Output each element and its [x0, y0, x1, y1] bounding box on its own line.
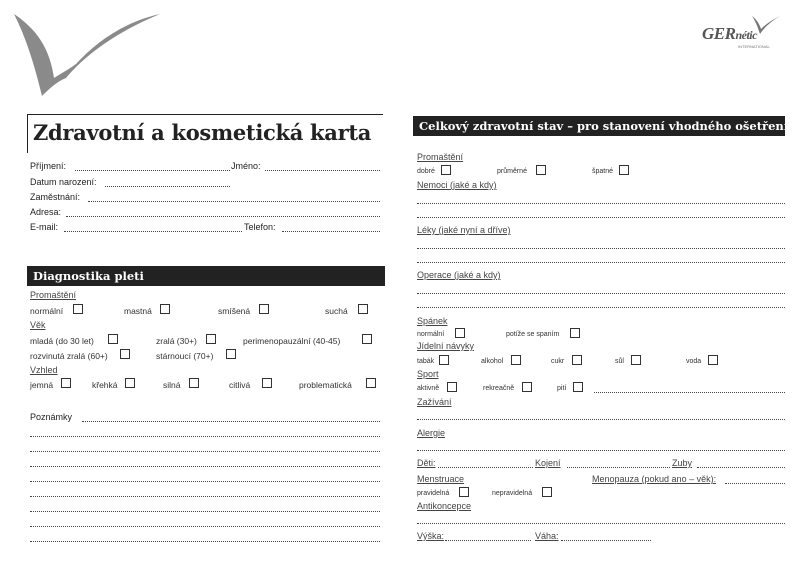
checkbox-pravidelna[interactable] [459, 487, 469, 497]
option-label: rekreačně [483, 385, 515, 392]
zazivani-label: Zažívání [417, 397, 452, 407]
leky-line[interactable] [417, 248, 785, 249]
diagnostika-header: Diagnostika pleti [27, 266, 385, 286]
checkbox-rozvinuta-zrala[interactable] [120, 349, 130, 359]
checkbox-cukr[interactable] [572, 355, 582, 365]
vaha-field[interactable] [561, 540, 651, 541]
poznamky-line[interactable] [30, 526, 380, 527]
checkbox-zrala[interactable] [206, 334, 216, 344]
jmeno-field[interactable] [265, 170, 380, 171]
sport-line[interactable] [594, 392, 785, 393]
option-label: perimenopauzální (40-45) [243, 336, 341, 346]
nemoci-line[interactable] [417, 203, 785, 204]
checkbox-nepravidelna[interactable] [542, 487, 552, 497]
option-label: jemná [30, 380, 54, 390]
poznamky-line[interactable] [30, 436, 380, 437]
checkbox-mastna[interactable] [160, 304, 170, 314]
option-label: cukr [551, 358, 565, 365]
field-label-datum: Datum narození: [30, 177, 97, 187]
checkbox-jemna[interactable] [61, 378, 71, 388]
option-label: alkohol [481, 358, 504, 365]
option-label: stárnoucí (70+) [156, 351, 214, 361]
logo-tagline: INTERNATIONAL [738, 44, 770, 49]
seagull-logo-icon [12, 8, 162, 103]
menopauza-label: Menopauza (pokud ano – věk): [592, 474, 717, 484]
field-label-prijmeni: Příjmení: [30, 161, 67, 171]
checkbox-sul[interactable] [631, 355, 641, 365]
menstruace-label: Menstruace [417, 474, 465, 484]
field-label-telefon: Telefon: [244, 222, 276, 232]
option-label: tabák [417, 358, 435, 365]
poznamky-line[interactable] [30, 451, 380, 452]
zdravotni-header: Celkový zdravotní stav – pro stanovení vhodného ošetření [413, 116, 785, 136]
prijmeni-field[interactable] [75, 170, 230, 171]
antikoncepce-label: Antikoncepce [417, 501, 472, 511]
checkbox-piti[interactable] [573, 382, 583, 392]
alergie-line[interactable] [417, 450, 785, 451]
zamestnani-field[interactable] [88, 201, 380, 202]
checkbox-spanek-normalni[interactable] [455, 328, 465, 338]
nemoci-label: Nemoci (jaké a kdy) [417, 180, 497, 190]
checkbox-alkohol[interactable] [511, 355, 521, 365]
checkbox-spatne[interactable] [619, 165, 629, 175]
checkbox-voda[interactable] [708, 355, 718, 365]
spanek-label: Spánek [417, 316, 448, 326]
poznamky-line[interactable] [30, 511, 380, 512]
option-label: špatné [592, 168, 614, 175]
checkbox-starnouci[interactable] [226, 349, 236, 359]
poznamky-label: Poznámky [30, 412, 73, 422]
field-label-zamestnani: Zaměstnání: [30, 192, 81, 202]
vzhled-label: Vzhled [30, 365, 58, 375]
option-label: pití [557, 385, 567, 392]
datum-field[interactable] [105, 186, 230, 187]
vaha-label: Váha: [535, 531, 559, 541]
zazivani-line[interactable] [417, 419, 785, 420]
menopauza-field[interactable] [725, 483, 785, 484]
nemoci-line[interactable] [417, 217, 785, 218]
option-label: aktivně [417, 385, 440, 392]
option-label: mastná [124, 306, 152, 316]
promasteni-right-label: Promaštění [417, 152, 464, 162]
checkbox-smisena[interactable] [259, 304, 269, 314]
option-label: potíže se spaním [506, 331, 560, 338]
email-field[interactable] [64, 231, 242, 232]
poznamky-line[interactable] [30, 541, 380, 542]
promasteni-label: Promaštění [30, 290, 77, 300]
option-label: pravidelná [417, 490, 450, 497]
checkbox-normalni[interactable] [73, 304, 83, 314]
adresa-field[interactable] [66, 216, 380, 217]
checkbox-potize[interactable] [570, 328, 580, 338]
checkbox-citliva[interactable] [262, 378, 272, 388]
alergie-label: Alergie [417, 428, 446, 438]
logo-brand: GER [702, 24, 736, 43]
poznamky-line[interactable] [30, 466, 380, 467]
antikoncepce-line[interactable] [417, 523, 785, 524]
option-label: normální [417, 331, 445, 338]
checkbox-prumerne[interactable] [536, 165, 546, 175]
checkbox-problematicka[interactable] [366, 378, 376, 388]
field-label-adresa: Adresa: [30, 207, 62, 217]
option-label: křehká [92, 380, 118, 390]
field-label-jmeno: Jméno: [231, 161, 261, 171]
vyska-label: Výška: [417, 531, 445, 541]
gernetic-logo [702, 14, 782, 54]
option-label: sůl [615, 358, 624, 365]
deti-field[interactable] [438, 467, 533, 468]
kojeni-label: Kojení [535, 458, 561, 468]
operace-label: Operace (jaké a kdy) [417, 270, 501, 280]
option-label: problematická [299, 380, 352, 390]
option-label: citlivá [229, 380, 251, 390]
leky-line[interactable] [417, 262, 785, 263]
poznamky-line[interactable] [30, 481, 380, 482]
telefon-field[interactable] [282, 231, 380, 232]
operace-line[interactable] [417, 293, 785, 294]
logo-brand-small: nétic [735, 28, 757, 42]
page-title: Zdravotní a kosmetická karta [33, 120, 372, 145]
checkbox-dobre[interactable] [441, 165, 451, 175]
option-label: suchá [325, 306, 348, 316]
checkbox-aktivne[interactable] [447, 382, 457, 392]
option-label: mladá (do 30 let) [30, 336, 94, 346]
option-label: normální [30, 306, 64, 316]
option-label: rozvinutá zralá (60+) [30, 351, 108, 361]
leky-label: Léky (jaké nyní a dříve) [417, 225, 511, 235]
option-label: smíšená [218, 306, 251, 316]
option-label: průměrné [497, 168, 527, 175]
logo-bird-icon [750, 14, 782, 36]
kojeni-field[interactable] [567, 467, 670, 468]
option-label: dobré [417, 168, 435, 175]
vyska-field[interactable] [445, 540, 531, 541]
option-label: voda [686, 358, 702, 365]
operace-line[interactable] [417, 307, 785, 308]
navyky-label: Jídelní návyky [417, 341, 475, 351]
zuby-label: Zuby [672, 458, 693, 468]
option-label: zralá (30+) [156, 336, 197, 346]
option-label: silná [163, 380, 181, 390]
poznamky-line[interactable] [82, 421, 380, 422]
checkbox-sucha[interactable] [358, 304, 368, 314]
checkbox-rekreacne[interactable] [522, 382, 532, 392]
poznamky-line[interactable] [30, 496, 380, 497]
checkbox-perimenopauzalni[interactable] [362, 334, 372, 344]
checkbox-silna[interactable] [189, 378, 199, 388]
checkbox-tabak[interactable] [439, 355, 449, 365]
zuby-field[interactable] [697, 467, 785, 468]
checkbox-krehka[interactable] [125, 378, 135, 388]
deti-label: Děti: [417, 458, 436, 468]
option-label: nepravidelná [492, 490, 533, 497]
checkbox-mlada[interactable] [108, 334, 118, 344]
sport-label: Sport [417, 369, 439, 379]
field-label-email: E-mail: [30, 222, 59, 232]
vek-label: Věk [30, 320, 46, 330]
